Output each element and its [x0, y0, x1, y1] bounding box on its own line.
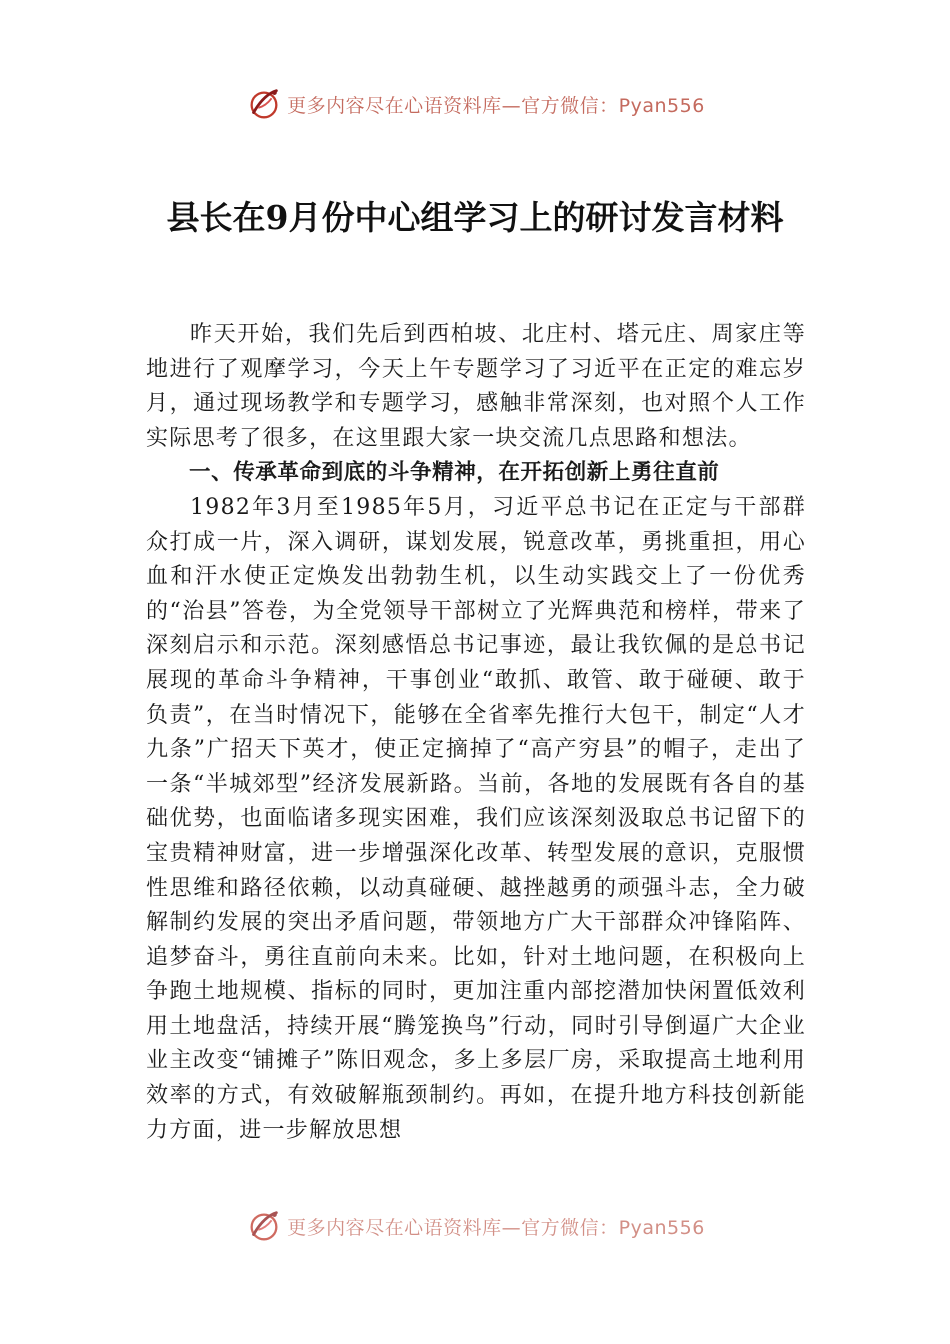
paragraph-main: 1982年3月至1985年5月，习近平总书记在正定与干部群众打成一片，深入调研，谋划发展，锐意改革，勇挑重担，用心血和汗水使正定焕发出勃勃生机，以生动实践交上了一份优秀的“治县”答卷，为全党领导干部树立了光辉典范和榜样，带来了深刻启示和示范。深刻感悟总书记事迹，最让我钦佩的是总书记展现的革命斗争精神，干事创业“敢抓、敢管、敢于碰硬、敢于负责”，在当时情况下，能够在全省率先推行大包干，制定“人才九条”广招天下英才，使正定摘掉了“高产穷县”的帽子，走出了一条“半城郊型”经济发展新路。当前，各地的发展既有各自的基础优势，也面临诸多现实困难，我们应该深刻汲取总书记留下的宝贵精神财富，进一步增强深化改革、转型发展的意识，克服惯性思维和路径依赖，以动真碰硬、越挫越勇的顽强斗志，全力破解制约发展的突出矛盾问题，带领地方广大干部群众冲锋陷阵、追梦奋斗，勇往直前向未来。比如，针对土地问题，在积极向上争跑土地规模、指标的同时，更加注重内部挖潜加快闲置低效利用土地盘活，持续开展“腾笼换鸟”行动，同时引导倒逼广大企业业主改变“铺摊子”陈旧观念，多上多层厂房，采取提高土地利用效率的方式，有效破解瓶颈制约。再如，在提升地方科技创新能力方面，进一步解放思想 [146, 494, 806, 1143]
document-title: 县长在9月份中心组学习上的研讨发言材料 [166, 198, 784, 237]
section-heading: 一、传承革命到底的斗争精神，在开拓创新上勇往直前 [189, 460, 720, 486]
watermark-text: 更多内容尽在心语资料库—官方微信：Pyan556 [287, 1216, 705, 1239]
watermark-logo-icon [245, 1207, 283, 1245]
watermark-logo-icon [245, 85, 283, 123]
watermark-footer [0, 1206, 950, 1246]
document-body [146, 318, 806, 1148]
paragraph-intro: 昨天开始，我们先后到西柏坡、北庄村、塔元庄、周家庄等地进行了观摩学习，今天上午专题学习了习近平在正定的难忘岁月，通过现场教学和专题学习，感触非常深刻，也对照个人工作实际思考了很多，在这里跟大家一块交流几点思路和想法。 [146, 322, 806, 451]
watermark-text: 更多内容尽在心语资料库—官方微信：Pyan556 [287, 94, 705, 117]
watermark-header [0, 84, 950, 124]
